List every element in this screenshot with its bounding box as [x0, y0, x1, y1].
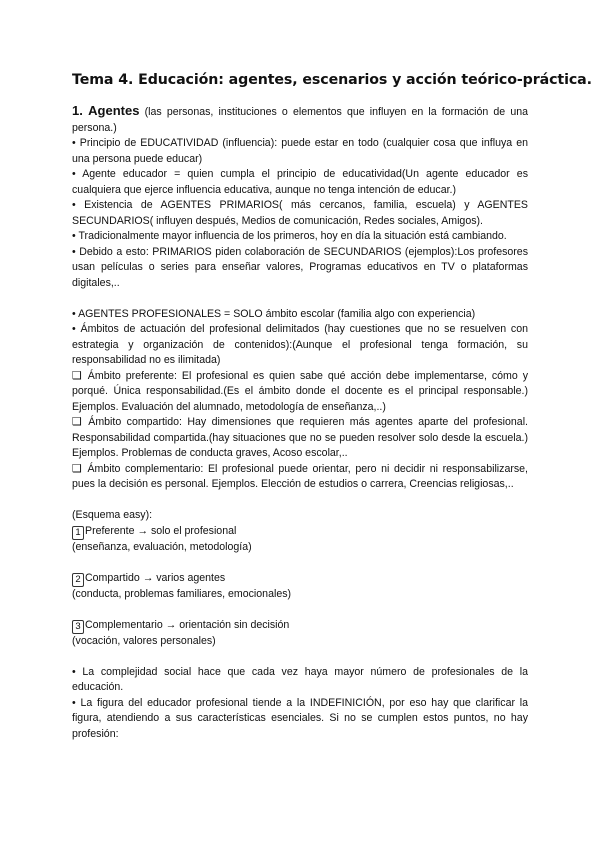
check-item-complementario [72, 462, 528, 493]
scheme-item-detail: (enseñanza, evaluación, metodología) [72, 540, 252, 553]
bullet-complejidad-social: • La complejidad social hace que cada vez haya mayor número de profesionales de la educación. [72, 665, 528, 693]
section-heading-description: (las personas, instituciones o elementos que influyen en la formación de una persona.) [72, 106, 529, 134]
check-item-compartido [72, 415, 528, 462]
spacer [72, 291, 528, 307]
scheme-item-label [72, 524, 528, 540]
bullet-agentes-profesionales: • AGENTES PROFESIONALES = SOLO ámbito escolar (familia algo con experiencia) [72, 307, 476, 320]
bullet-educatividad: • Principio de EDUCATIVIDAD (influencia): puede estar en todo (cualquier cosa que influya en una persona puede educar) [72, 137, 528, 165]
scheme-label-text: Preferente → solo el profesional [85, 524, 237, 537]
scheme-label-text: Compartido → varios agentes [85, 571, 226, 584]
checkbox-icon: ❑ [72, 416, 82, 428]
checkbox-icon: ❑ [72, 462, 82, 475]
bullet-primarios-secundarios: • Existencia de AGENTES PRIMARIOS( más cercanos, familia, escuela) y AGENTES SECUNDARIOS( influyen después, Medios de comunicación, Redes sociales, Amigos). [72, 199, 528, 227]
bullet-ambitos-actuacion: • Ámbitos de actuación del profesional delimitados (hay cuestiones que no se resuelven con estrategia y organización de contenidos):(Aunque el profesional tenga formación, su responsabilidad no es ilimitada) [72, 323, 528, 366]
scheme-item-detail: (conducta, problemas familiares, emocionales) [72, 587, 292, 600]
spacer [72, 493, 528, 509]
bullet-agente-educador: • Agente educador = quien cumpla el principio de educatividad(Un agente educador es cualquiera que ejerce influencia educativa, aunque no tenga intención de educar.) [72, 168, 528, 196]
scheme-item-detail: (vocación, valores personales) [72, 634, 216, 647]
page-title: Tema 4. Educación: agentes, escenarios y acción teórico-práctica. [72, 72, 592, 88]
scheme-item-label [72, 571, 528, 587]
check-item-text: Ámbito preferente: El profesional es quien sabe qué acción debe implementarse, cómo y porqué. Única responsabilidad.(Es el ámbito donde el docente es el principal responsable.) Ejemplos. Evaluación del alumnado, metodología de enseñanza,..) [72, 369, 528, 413]
bullet-colaboracion: • Debido a esto: PRIMARIOS piden colaboración de SECUNDARIOS (ejemplos):Los profesores usan películas o series para enseñar valores, Programas educativos en TV o plataformas digitales,.. [72, 245, 528, 289]
check-item-text: Ámbito compartido: Hay dimensiones que requieren más agentes aparte del profesional. Responsabilidad compartida.(hay situaciones que no se pueden resolver solo desde la escuela.) Ejemplos. Problemas de conducta graves, Acoso escolar,.. [72, 416, 528, 459]
bullet-tradicional: • Tradicionalmente mayor influencia de los primeros, hoy en día la situación está cambiando. [72, 230, 507, 242]
number-1-icon: 1 [72, 526, 84, 540]
scheme-label-text: Complementario → orientación sin decisión [85, 618, 290, 631]
spacer [72, 649, 528, 665]
check-item-text: Ámbito complementario: El profesional puede orientar, pero ni decidir ni responsabilizarse, pues la decisión es personal. Ejemplos. Elección de estudios o carrera, Creencias religiosas,.. [72, 462, 528, 490]
section-heading: 1. Agentes [72, 103, 140, 118]
spacer [72, 555, 528, 571]
check-item-preferente [72, 369, 528, 416]
bullet-indefinicion: • La figura del educador profesional tiende a la INDEFINICIÓN, por eso hay que clarificar la figura, atendiendo a sus características esenciales. Si no se cumplen estos puntos, no hay profesión: [72, 696, 528, 740]
spacer [72, 602, 528, 618]
scheme-intro: (Esquema easy): [72, 509, 153, 521]
number-3-icon: 3 [72, 620, 84, 634]
checkbox-icon: ❑ [72, 369, 82, 382]
document-body [72, 103, 528, 742]
section-agentes-intro [72, 103, 528, 136]
scheme-item-label [72, 618, 528, 634]
number-2-icon: 2 [72, 573, 84, 587]
